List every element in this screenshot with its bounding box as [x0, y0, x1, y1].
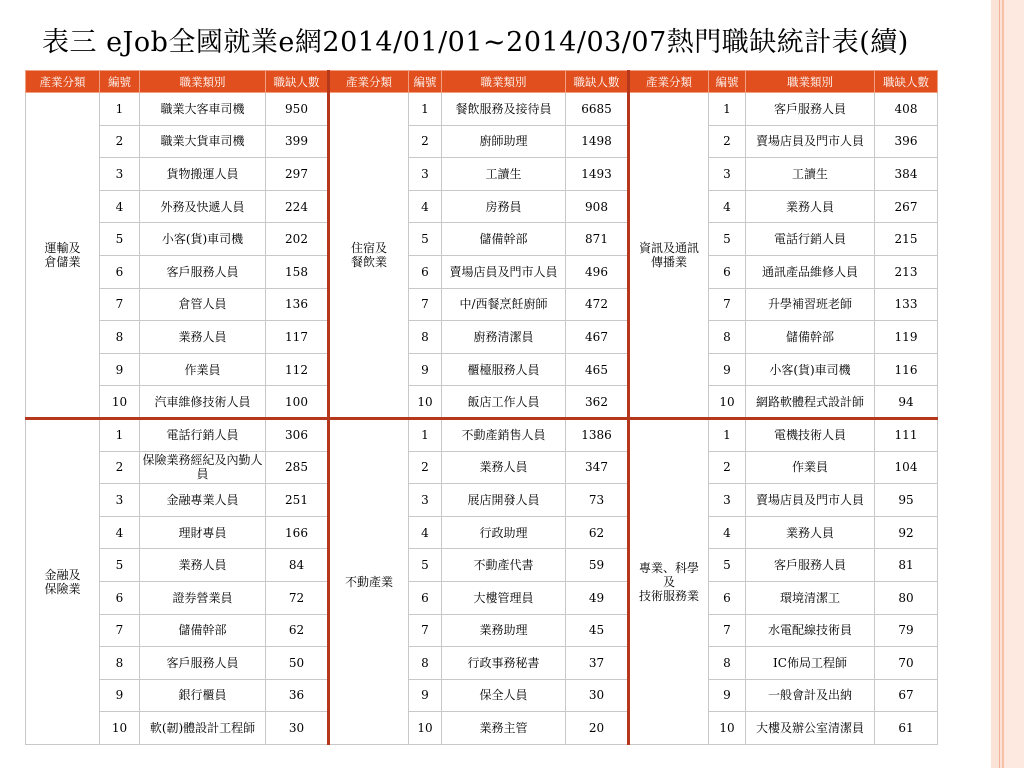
- vacancy-count: 908: [566, 190, 629, 223]
- occupation-name: 保全人員: [442, 679, 566, 712]
- rank-number: 3: [409, 484, 442, 517]
- occupation-name: 電話行銷人員: [140, 418, 266, 451]
- vacancy-count: 136: [266, 288, 329, 321]
- header-cell: 職缺人數: [566, 71, 629, 93]
- rank-number: 4: [100, 190, 140, 223]
- rank-number: 1: [409, 418, 442, 451]
- vacancy-count: 384: [875, 158, 938, 191]
- decorative-side-stripe: [991, 0, 1024, 768]
- occupation-name: 不動產代書: [442, 549, 566, 582]
- rank-number: 2: [409, 125, 442, 158]
- vacancy-count: 465: [566, 353, 629, 386]
- occupation-name: 理財專員: [140, 516, 266, 549]
- occupation-name: 不動產銷售人員: [442, 418, 566, 451]
- occupation-name: 客戶服務人員: [140, 255, 266, 288]
- table-row: [26, 418, 938, 451]
- vacancy-count: 62: [566, 516, 629, 549]
- rank-number: 5: [709, 549, 746, 582]
- occupation-name: 儲備幹部: [140, 614, 266, 647]
- vacancy-count: 30: [566, 679, 629, 712]
- vacancy-count: 45: [566, 614, 629, 647]
- vacancy-count: 94: [875, 386, 938, 419]
- occupation-name: 展店開發人員: [442, 484, 566, 517]
- occupation-name: 業務助理: [442, 614, 566, 647]
- occupation-name: 工讀生: [746, 158, 875, 191]
- occupation-name: 賣場店員及門市人員: [442, 255, 566, 288]
- rank-number: 1: [100, 93, 140, 126]
- vacancy-count: 50: [266, 647, 329, 680]
- vacancy-count: 79: [875, 614, 938, 647]
- rank-number: 10: [409, 386, 442, 419]
- vacancy-count: 399: [266, 125, 329, 158]
- rank-number: 1: [409, 93, 442, 126]
- vacancy-count: 306: [266, 418, 329, 451]
- industry-category: 專業、科學 及 技術服務業: [629, 418, 709, 744]
- rank-number: 4: [409, 190, 442, 223]
- vacancy-count: 133: [875, 288, 938, 321]
- table-row: [26, 125, 938, 158]
- rank-number: 2: [409, 451, 442, 484]
- occupation-name: 賣場店員及門市人員: [746, 484, 875, 517]
- occupation-name: 工讀生: [442, 158, 566, 191]
- occupation-name: 飯店工作人員: [442, 386, 566, 419]
- table-row: [26, 581, 938, 614]
- occupation-name: 網路軟體程式設計師: [746, 386, 875, 419]
- rank-number: 6: [100, 581, 140, 614]
- page-title: 表三 eJob全國就業e網2014/01/01~2014/03/07熱門職缺統計表(續): [42, 27, 909, 58]
- rank-number: 5: [100, 549, 140, 582]
- header-cell: 編號: [100, 71, 140, 93]
- occupation-name: 貨物搬運人員: [140, 158, 266, 191]
- rank-number: 9: [709, 353, 746, 386]
- rank-number: 8: [409, 647, 442, 680]
- rank-number: 7: [100, 614, 140, 647]
- rank-number: 10: [709, 386, 746, 419]
- rank-number: 6: [409, 255, 442, 288]
- rank-number: 3: [709, 158, 746, 191]
- rank-number: 3: [100, 158, 140, 191]
- table-row: [26, 158, 938, 191]
- vacancy-count: 81: [875, 549, 938, 582]
- rank-number: 7: [409, 614, 442, 647]
- vacancy-count: 871: [566, 223, 629, 256]
- occupation-name: 業務人員: [746, 190, 875, 223]
- vacancy-count: 496: [566, 255, 629, 288]
- rank-number: 9: [709, 679, 746, 712]
- vacancy-count: 117: [266, 321, 329, 354]
- vacancy-count: 1386: [566, 418, 629, 451]
- vacancy-count: 408: [875, 93, 938, 126]
- vacancy-count: 1498: [566, 125, 629, 158]
- rank-number: 2: [709, 451, 746, 484]
- vacancy-count: 362: [566, 386, 629, 419]
- table-row: [26, 712, 938, 745]
- occupation-name: 一般會計及出納: [746, 679, 875, 712]
- vacancy-count: 950: [266, 93, 329, 126]
- occupation-name: IC佈局工程師: [746, 647, 875, 680]
- rank-number: 9: [409, 679, 442, 712]
- occupation-name: 電機技術人員: [746, 418, 875, 451]
- rank-number: 8: [100, 321, 140, 354]
- rank-number: 10: [409, 712, 442, 745]
- occupation-name: 作業員: [140, 353, 266, 386]
- occupation-name: 業務人員: [442, 451, 566, 484]
- occupation-name: 小客(貨)車司機: [140, 223, 266, 256]
- vacancy-count: 61: [875, 712, 938, 745]
- vacancy-count: 166: [266, 516, 329, 549]
- rank-number: 3: [100, 484, 140, 517]
- table-row: [26, 451, 938, 484]
- occupation-name: 業務人員: [140, 549, 266, 582]
- vacancy-count: 80: [875, 581, 938, 614]
- header-cell: 職缺人數: [266, 71, 329, 93]
- rank-number: 10: [100, 386, 140, 419]
- table-row: [26, 255, 938, 288]
- table-row: [26, 614, 938, 647]
- rank-number: 7: [709, 614, 746, 647]
- table-row: [26, 386, 938, 419]
- occupation-name: 櫃檯服務人員: [442, 353, 566, 386]
- vacancy-count: 62: [266, 614, 329, 647]
- rank-number: 5: [709, 223, 746, 256]
- occupation-name: 作業員: [746, 451, 875, 484]
- occupation-name: 職業大貨車司機: [140, 125, 266, 158]
- rank-number: 6: [709, 255, 746, 288]
- occupation-name: 銀行櫃員: [140, 679, 266, 712]
- vacancy-count: 116: [875, 353, 938, 386]
- vacancy-count: 49: [566, 581, 629, 614]
- occupation-name: 儲備幹部: [442, 223, 566, 256]
- occupation-name: 金融專業人員: [140, 484, 266, 517]
- occupation-name: 客戶服務人員: [746, 549, 875, 582]
- vacancy-count: 100: [266, 386, 329, 419]
- vacancy-count: 73: [566, 484, 629, 517]
- rank-number: 1: [100, 418, 140, 451]
- industry-category: 不動產業: [329, 418, 409, 744]
- rank-number: 4: [709, 516, 746, 549]
- vacancy-count: 6685: [566, 93, 629, 126]
- table-row: [26, 679, 938, 712]
- occupation-name: 廚師助理: [442, 125, 566, 158]
- rank-number: 9: [409, 353, 442, 386]
- occupation-name: 軟(韌)體設計工程師: [140, 712, 266, 745]
- rank-number: 8: [709, 647, 746, 680]
- vacancy-count: 67: [875, 679, 938, 712]
- occupation-name: 保險業務經紀及內勤人員: [140, 451, 266, 484]
- vacancy-count: 472: [566, 288, 629, 321]
- vacancy-count: 30: [266, 712, 329, 745]
- occupation-name: 環境清潔工: [746, 581, 875, 614]
- rank-number: 4: [100, 516, 140, 549]
- vacancy-count: 95: [875, 484, 938, 517]
- occupation-name: 業務人員: [140, 321, 266, 354]
- vacancy-count: 36: [266, 679, 329, 712]
- rank-number: 5: [100, 223, 140, 256]
- table-row: [26, 190, 938, 223]
- rank-number: 6: [100, 255, 140, 288]
- occupation-name: 行政事務秘書: [442, 647, 566, 680]
- rank-number: 2: [100, 125, 140, 158]
- vacancy-count: 72: [266, 581, 329, 614]
- industry-category: 運輸及 倉儲業: [26, 93, 100, 419]
- header-cell: 職業類別: [442, 71, 566, 93]
- vacancy-count: 37: [566, 647, 629, 680]
- occupation-name: 業務主管: [442, 712, 566, 745]
- rank-number: 10: [709, 712, 746, 745]
- rank-number: 7: [409, 288, 442, 321]
- rank-number: 4: [709, 190, 746, 223]
- occupation-name: 水電配線技術員: [746, 614, 875, 647]
- vacancy-count: 59: [566, 549, 629, 582]
- job-vacancy-table: [25, 70, 938, 745]
- rank-number: 2: [709, 125, 746, 158]
- occupation-name: 大樓管理員: [442, 581, 566, 614]
- header-cell: 職缺人數: [875, 71, 938, 93]
- rank-number: 5: [409, 549, 442, 582]
- vacancy-count: 202: [266, 223, 329, 256]
- header-cell: 職業類別: [746, 71, 875, 93]
- occupation-name: 中/西餐烹飪廚師: [442, 288, 566, 321]
- occupation-name: 通訊產品維修人員: [746, 255, 875, 288]
- rank-number: 2: [100, 451, 140, 484]
- table-row: [26, 516, 938, 549]
- header-cell: 產業分類: [329, 71, 409, 93]
- rank-number: 3: [709, 484, 746, 517]
- vacancy-count: 213: [875, 255, 938, 288]
- industry-category: 資訊及通訊 傳播業: [629, 93, 709, 419]
- header-cell: 編號: [709, 71, 746, 93]
- occupation-name: 賣場店員及門市人員: [746, 125, 875, 158]
- vacancy-count: 267: [875, 190, 938, 223]
- rank-number: 1: [709, 418, 746, 451]
- header-cell: 職業類別: [140, 71, 266, 93]
- occupation-name: 小客(貨)車司機: [746, 353, 875, 386]
- vacancy-count: 111: [875, 418, 938, 451]
- vacancy-count: 119: [875, 321, 938, 354]
- vacancy-count: 297: [266, 158, 329, 191]
- vacancy-count: 70: [875, 647, 938, 680]
- rank-number: 1: [709, 93, 746, 126]
- table-header-row: [26, 71, 938, 93]
- vacancy-count: 158: [266, 255, 329, 288]
- occupation-name: 電話行銷人員: [746, 223, 875, 256]
- rank-number: 7: [709, 288, 746, 321]
- rank-number: 7: [100, 288, 140, 321]
- vacancy-count: 215: [875, 223, 938, 256]
- rank-number: 9: [100, 353, 140, 386]
- rank-number: 8: [709, 321, 746, 354]
- rank-number: 3: [409, 158, 442, 191]
- occupation-name: 餐飲服務及接待員: [442, 93, 566, 126]
- rank-number: 8: [100, 647, 140, 680]
- occupation-name: 業務人員: [746, 516, 875, 549]
- header-cell: 編號: [409, 71, 442, 93]
- occupation-name: 證券營業員: [140, 581, 266, 614]
- table-row: [26, 647, 938, 680]
- vacancy-count: 104: [875, 451, 938, 484]
- table-row: [26, 353, 938, 386]
- occupation-name: 倉管人員: [140, 288, 266, 321]
- vacancy-count: 396: [875, 125, 938, 158]
- rank-number: 10: [100, 712, 140, 745]
- vacancy-count: 92: [875, 516, 938, 549]
- vacancy-count: 467: [566, 321, 629, 354]
- decorative-side-line: [999, 0, 1000, 768]
- table-row: [26, 223, 938, 256]
- occupation-name: 客戶服務人員: [140, 647, 266, 680]
- rank-number: 5: [409, 223, 442, 256]
- vacancy-count: 251: [266, 484, 329, 517]
- rank-number: 4: [409, 516, 442, 549]
- rank-number: 9: [100, 679, 140, 712]
- occupation-name: 職業大客車司機: [140, 93, 266, 126]
- occupation-name: 廚務清潔員: [442, 321, 566, 354]
- vacancy-count: 1493: [566, 158, 629, 191]
- table-row: [26, 549, 938, 582]
- occupation-name: 升學補習班老師: [746, 288, 875, 321]
- occupation-name: 大樓及辦公室清潔員: [746, 712, 875, 745]
- rank-number: 6: [709, 581, 746, 614]
- industry-category: 住宿及 餐飲業: [329, 93, 409, 419]
- vacancy-count: 112: [266, 353, 329, 386]
- table-row: [26, 484, 938, 517]
- industry-category: 金融及 保險業: [26, 418, 100, 744]
- header-cell: 產業分類: [26, 71, 100, 93]
- table-row: [26, 93, 938, 126]
- occupation-name: 汽車維修技術人員: [140, 386, 266, 419]
- vacancy-count: 347: [566, 451, 629, 484]
- vacancy-count: 224: [266, 190, 329, 223]
- rank-number: 6: [409, 581, 442, 614]
- rank-number: 8: [409, 321, 442, 354]
- vacancy-count: 285: [266, 451, 329, 484]
- occupation-name: 房務員: [442, 190, 566, 223]
- header-cell: 產業分類: [629, 71, 709, 93]
- occupation-name: 行政助理: [442, 516, 566, 549]
- vacancy-count: 84: [266, 549, 329, 582]
- table-row: [26, 288, 938, 321]
- vacancy-count: 20: [566, 712, 629, 745]
- occupation-name: 外務及快遞人員: [140, 190, 266, 223]
- occupation-name: 客戶服務人員: [746, 93, 875, 126]
- occupation-name: 儲備幹部: [746, 321, 875, 354]
- table-row: [26, 321, 938, 354]
